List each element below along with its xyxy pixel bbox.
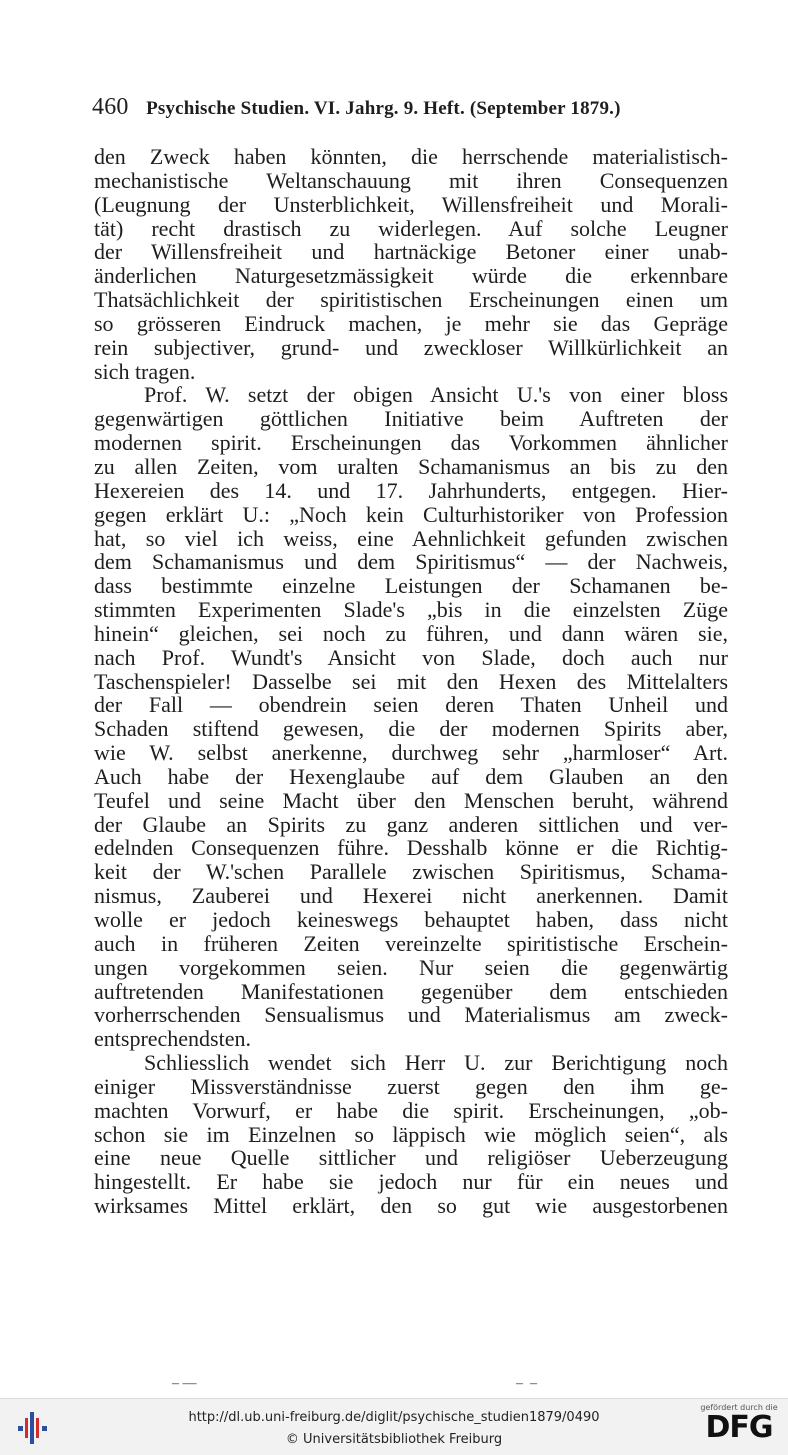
text-line: vorherrschenden Sensualismus und Materialismus am zweck- (94, 1002, 728, 1028)
text-line: auftretenden Manifestationen gegenüber dem entschieden (94, 978, 728, 1004)
text-line: wirksames Mittel erklärt, den so gut wie ausgestorbenen (94, 1193, 728, 1219)
text-line: Teufel und seine Macht über den Menschen beruht, während (94, 787, 728, 813)
body-text (94, 145, 728, 1218)
running-title: Psychische Studien. VI. Jahrg. 9. Heft. (September 1879.) (146, 98, 621, 119)
text-line: mechanistische Weltanschauung mit ihren Consequenzen (94, 167, 728, 193)
text-line: keit der W.'schen Parallele zwischen Spiritismus, Schama- (94, 859, 728, 885)
text-line: nach Prof. Wundt's Ansicht von Slade, doch auch nur (94, 644, 728, 670)
text-line: wolle er jedoch keineswegs behauptet haben, dass nicht (94, 907, 728, 932)
text-line: sich tragen. (94, 358, 196, 384)
text-line: gegenwärtigen göttlichen Initiative beim Auftreten der (94, 406, 728, 432)
text-line: rein subjectiver, grund- und zweckloser Willkürlichkeit an (94, 334, 728, 360)
text-line: edelnden Consequenzen führe. Desshalb könne er die Richtig- (94, 835, 728, 861)
dfg-logo-icon (698, 1403, 780, 1444)
viewer-footer (0, 1398, 788, 1455)
text-line: den Zweck haben könnten, die herrschende materialistisch- (94, 144, 728, 169)
text-line: modernen spirit. Erscheinungen das Vorkommen ähnlicher (94, 430, 728, 456)
text-line: eine neue Quelle sittlicher und religiöser Ueberzeugung (94, 1145, 728, 1171)
text-line: hingestellt. Er habe sie jedoch nur für ein neues und (94, 1169, 728, 1195)
sponsor-logo-text: DFG (705, 1410, 773, 1445)
text-line: hinein“ gleichen, sei noch zu führen, und dann wären sie, (94, 620, 728, 646)
print-mark: – — (172, 1376, 197, 1391)
copyright-notice: © Universitätsbibliothek Freiburg (285, 1432, 503, 1447)
text-line: änderlichen Naturgesetzmässigkeit würde die erkennbare (94, 263, 728, 289)
text-line: Thatsächlichkeit der spiritistischen Erscheinungen einen um (94, 287, 728, 313)
text-line: Hexereien des 14. und 17. Jahrhunderts, entgegen. Hier- (94, 477, 728, 503)
text-line: Taschenspieler! Dasselbe sei mit den Hexen des Mittelalters (94, 668, 728, 694)
text-line: der Fall — obendrein seien deren Thaten Unheil und (94, 692, 728, 718)
text-line: so grösseren Eindruck machen, je mehr sie das Gepräge (94, 310, 728, 336)
document-url[interactable]: http://dl.ub.uni-freiburg.de/diglit/psychische_studien1879/0490 (188, 1410, 600, 1425)
text-line: dass bestimmte einzelne Leistungen der Schamanen be- (94, 573, 728, 599)
text-line: der Willensfreiheit und hartnäckige Betoner einer unab- (94, 239, 728, 265)
sponsor-caption: gefördert durch die (700, 1403, 778, 1412)
text-line: nismus, Zauberei und Hexerei nicht anerkennen. Damit (94, 883, 728, 909)
print-mark: – – (516, 1376, 537, 1391)
text-line: entsprechendsten. (94, 1026, 251, 1052)
text-line: zu allen Zeiten, vom uralten Schamanismus an bis zu den (94, 453, 728, 479)
page-number: 460 (92, 94, 129, 120)
text-line: der Glaube an Spirits zu ganz anderen sittlichen und ver- (94, 811, 728, 837)
text-line: Schliesslich wendet sich Herr U. zur Berichtigung noch (144, 1050, 728, 1076)
text-line: dem Schamanismus und dem Spiritismus“ — der Nachweis, (94, 549, 728, 575)
text-line: Auch habe der Hexenglaube auf dem Glauben an den (94, 763, 728, 789)
text-line: schon sie im Einzelnen so läppisch wie möglich seien“, als (94, 1121, 728, 1147)
text-line: Schaden stiftend gewesen, die der modernen Spirits aber, (94, 716, 728, 742)
text-line: (Leugnung der Unsterblichkeit, Willensfreiheit und Morali- (94, 191, 728, 217)
text-line: einiger Missverständnisse zuerst gegen den ihm ge- (94, 1073, 728, 1099)
text-line: hat, so viel ich weiss, eine Aehnlichkeit gefunden zwischen (94, 525, 728, 551)
text-line: gegen erklärt U.: „Noch kein Culturhistoriker von Profession (94, 501, 728, 527)
text-line: auch in früheren Zeiten vereinzelte spiritistische Erschein- (94, 930, 728, 956)
text-line: machten Vorwurf, er habe die spirit. Erscheinungen, „ob- (94, 1097, 728, 1123)
page-header (92, 94, 732, 121)
text-line: tät) recht drastisch zu widerlegen. Auf solche Leugner (94, 215, 728, 241)
text-line: wie W. selbst anerkenne, durchweg sehr „harmloser“ Art. (94, 740, 728, 766)
text-line: Prof. W. setzt der obigen Ansicht U.'s von einer bloss (144, 382, 728, 408)
text-line: stimmten Experimenten Slade's „bis in die einzelsten Züge (94, 597, 728, 623)
text-line: ungen vorgekommen seien. Nur seien die gegenwärtig (94, 954, 728, 980)
